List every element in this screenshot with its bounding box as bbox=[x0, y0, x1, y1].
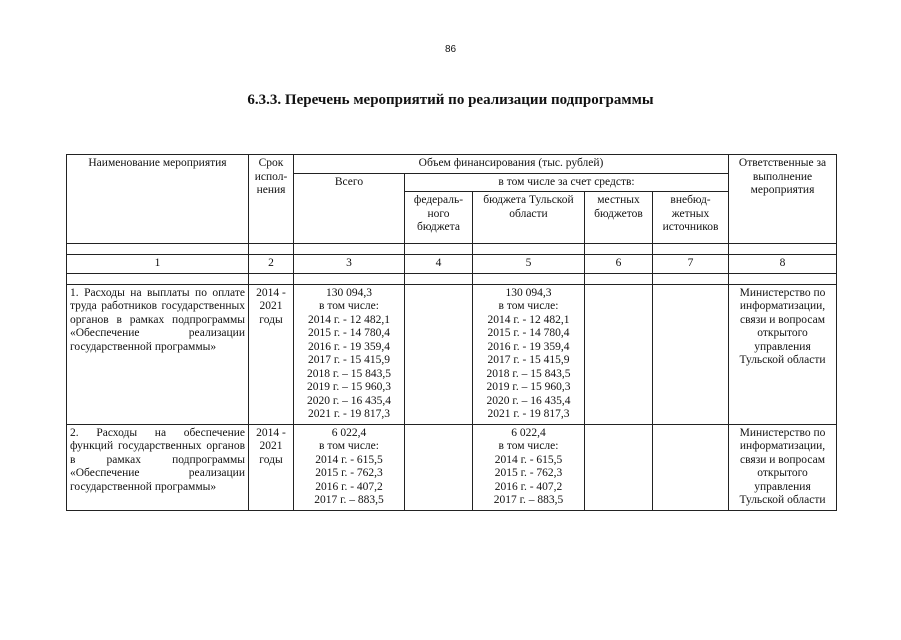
column-number-row bbox=[67, 255, 837, 274]
header-row-1 bbox=[67, 155, 837, 174]
activity-name: 1. Расходы на выплаты по оплате труда работников государственных органов в рамках подпрограммы «Обеспечение реализации государственной программы» bbox=[67, 284, 249, 424]
column-number: 2 bbox=[249, 255, 294, 274]
column-number: 4 bbox=[405, 255, 473, 274]
activity-extra bbox=[653, 424, 729, 510]
section-heading: 6.3.3. Перечень мероприятий по реализации подпрограммы bbox=[247, 92, 654, 108]
activity-term: 2014 - 2021 годы bbox=[249, 284, 294, 424]
header-responsible: Ответственные за выполнение мероприятия bbox=[729, 155, 837, 244]
column-number: 6 bbox=[585, 255, 653, 274]
header-total: Всего bbox=[294, 173, 405, 244]
column-number: 1 bbox=[67, 255, 249, 274]
page-number: 86 bbox=[444, 44, 457, 55]
activity-extra bbox=[653, 284, 729, 424]
column-number: 8 bbox=[729, 255, 837, 274]
header-including: в том числе за счет средств: bbox=[405, 173, 729, 192]
activity-federal bbox=[405, 284, 473, 424]
header-name: Наименование мероприятия bbox=[67, 155, 249, 244]
header-gap-row bbox=[67, 244, 837, 255]
activity-regional: 130 094,3 в том числе: 2014 г. - 12 482,1 2015 г. - 14 780,4 2016 г. - 19 359,4 2017 г. - 15 415,9 2018 г. – 15 843,5 2019 г. – 15 960,3 2020 г. – 16 435,4 2021 г. - 19 817,3 bbox=[473, 284, 585, 424]
header-federal: федераль-ного бюджета bbox=[405, 192, 473, 244]
activity-responsible: Министерство по информатизации, связи и вопросам открытого управления Тульской области bbox=[729, 284, 837, 424]
number-gap-row bbox=[67, 273, 837, 284]
table-row bbox=[67, 284, 837, 424]
header-extra: внебюд-жетных источников bbox=[653, 192, 729, 244]
column-number: 3 bbox=[294, 255, 405, 274]
activity-regional: 6 022,4 в том числе: 2014 г. - 615,5 2015 г. - 762,3 2016 г. - 407,2 2017 г. – 883,5 bbox=[473, 424, 585, 510]
header-local: местных бюджетов bbox=[585, 192, 653, 244]
activity-local bbox=[585, 284, 653, 424]
activity-total: 6 022,4 в том числе: 2014 г. - 615,5 2015 г. - 762,3 2016 г. - 407,2 2017 г. – 883,5 bbox=[294, 424, 405, 510]
activities-table bbox=[66, 154, 837, 511]
header-term: Срок испол-нения bbox=[249, 155, 294, 244]
header-regional: бюджета Тульской области bbox=[473, 192, 585, 244]
activity-name: 2. Расходы на обеспечение функций государственных органов в рамках подпрограммы «Обеспечение реализации государственной программы» bbox=[67, 424, 249, 510]
activity-federal bbox=[405, 424, 473, 510]
header-funding: Объем финансирования (тыс. рублей) bbox=[294, 155, 729, 174]
table-row bbox=[67, 424, 837, 510]
activity-responsible: Министерство по информатизации, связи и вопросам открытого управления Тульской области bbox=[729, 424, 837, 510]
activity-local bbox=[585, 424, 653, 510]
column-number: 5 bbox=[473, 255, 585, 274]
activity-total: 130 094,3 в том числе: 2014 г. - 12 482,1 2015 г. - 14 780,4 2016 г. - 19 359,4 2017 г. - 15 415,9 2018 г. – 15 843,5 2019 г. – 15 960,3 2020 г. – 16 435,4 2021 г. - 19 817,3 bbox=[294, 284, 405, 424]
column-number: 7 bbox=[653, 255, 729, 274]
activity-term: 2014 - 2021 годы bbox=[249, 424, 294, 510]
